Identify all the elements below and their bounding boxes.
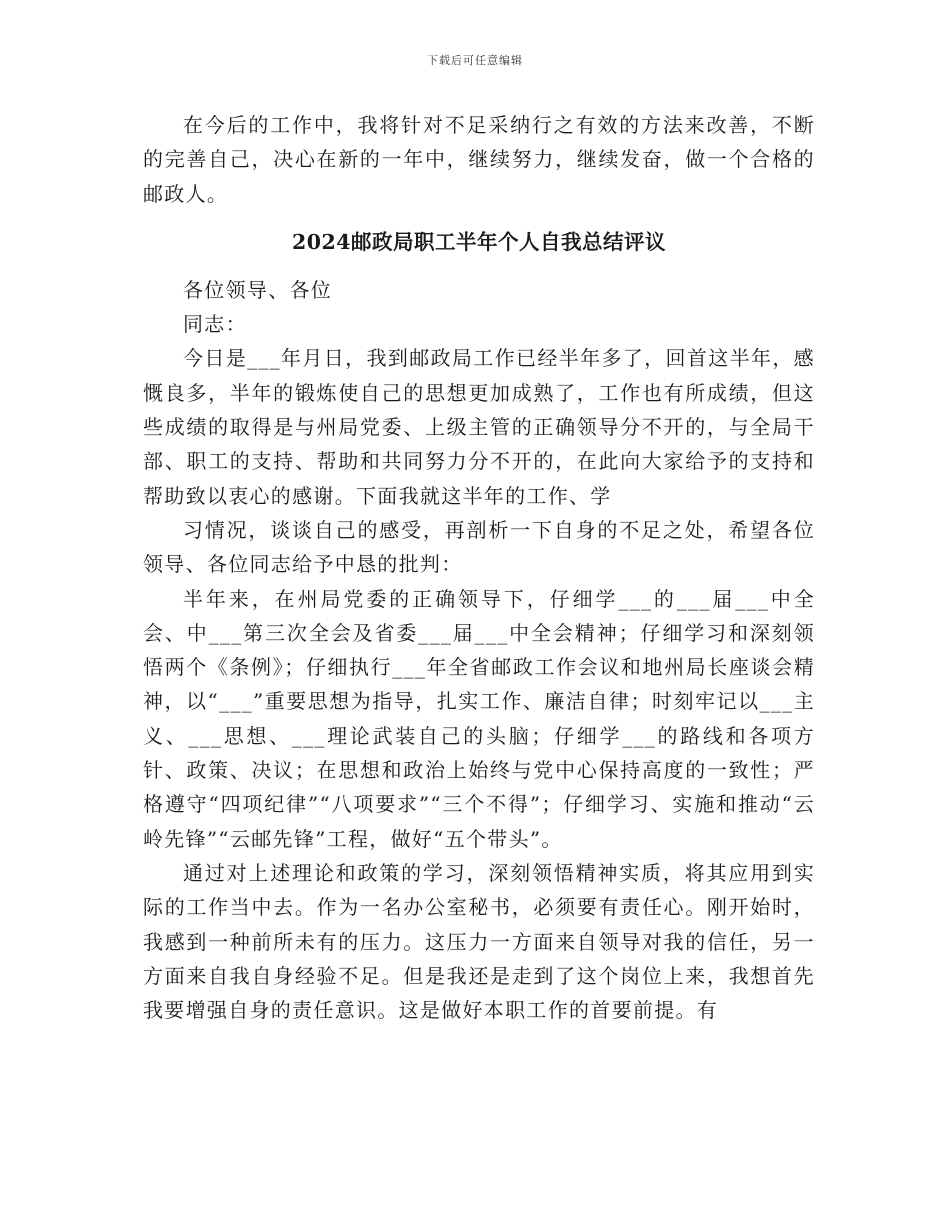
greeting-line: 同志： xyxy=(183,312,247,337)
body-paragraph: 通过对上述理论和政策的学习，深刻领悟精神实质，将其应用到实际的工作当中去。作为一名办公室秘书，必须要有责任心。刚开始时，我感到一种前所未有的压力。这压力一方面来自领导对我的信任，另一方面来自我自身经验不足。但是我还是走到了这个岗位上来，我想首先我要增强自身的责任意识。这是做好本职工作的首要前提。有 xyxy=(143,860,815,1023)
document-title: 2024邮政局职工半年个人自我总结评议 xyxy=(291,229,667,254)
body-paragraph: 今日是___年月日，我到邮政局工作已经半年多了，回首这半年，感慨良多，半年的锻炼使自己的思想更加成熟了，工作也有所成绩，但这些成绩的取得是与州局党委、上级主管的正确领导分不开的，与全局干部、职工的支持、帮助和共同努力分不开的，在此向大家给予的支持和帮助致以衷心的感谢。下面我就这半年的工作、学 xyxy=(143,346,815,508)
body-paragraph: 习情况，谈谈自己的感受，再剖析一下自身的不足之处，希望各位领导、各位同志给予中恳的批判： xyxy=(143,517,815,577)
greeting-line: 各位领导、各位 xyxy=(183,277,333,302)
page-header: 下载后可任意编辑 xyxy=(427,54,523,67)
document-body xyxy=(143,108,815,1027)
intro-paragraph: 在今后的工作中，我将针对不足采纳行之有效的方法来改善，不断的完善自己，决心在新的一年中，继续努力，继续发奋，做一个合格的邮政人。 xyxy=(143,113,815,206)
body-paragraph: 半年来，在州局党委的正确领导下，仔细学___的___届___中全会、中___第三次全会及省委___届___中全会精神；仔细学习和深刻领悟两个《条例》；仔细执行___年全省邮政工作会议和地州局长座谈会精神，以“___”重要思想为指导，扎实工作、廉洁自律；时刻牢记以___主义、___思想、___理论武装自己的头脑；仔细学___的路线和各项方针、政策、决议；在思想和政治上始终与党中心保持高度的一致性；严格遵守“四项纪律”“八项要求”“三个不得”；仔细学习、实施和推动“云岭先锋”“云邮先锋”工程，做好“五个带头”。 xyxy=(143,586,815,851)
